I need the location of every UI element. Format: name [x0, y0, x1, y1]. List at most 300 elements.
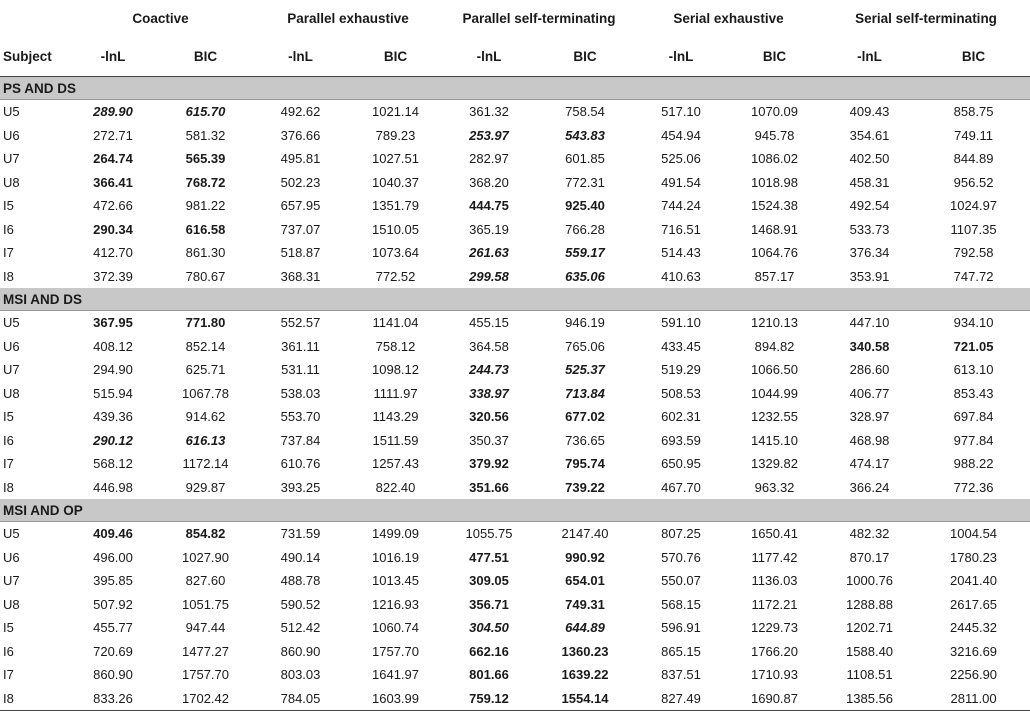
lnl-cell: 1000.76 — [846, 573, 894, 589]
bic-cell: 861.30 — [185, 245, 226, 261]
bic-cell: 934.10 — [953, 315, 994, 331]
lnl-cell: 731.59 — [280, 526, 321, 542]
table-row — [0, 593, 1030, 617]
lnl-cell: 410.63 — [661, 268, 701, 284]
lnl-cell: 261.63 — [469, 245, 509, 261]
bic-cell: 1070.09 — [751, 104, 799, 120]
lnl-cell: 467.70 — [661, 479, 701, 495]
bic-cell: 765.06 — [565, 338, 605, 354]
lnl-cell: 870.17 — [849, 549, 890, 565]
subject-cell: I8 — [0, 687, 68, 711]
lnl-cell: 458.31 — [849, 174, 890, 190]
bic-cell: 857.17 — [754, 268, 795, 284]
bic-cell: 697.84 — [953, 409, 994, 425]
lnl-cell: 482.32 — [849, 526, 890, 542]
bic-cell: 1040.37 — [372, 174, 419, 190]
subject-cell: U6 — [3, 127, 20, 143]
bic-cell: 713.84 — [565, 385, 605, 401]
lnl-cell: 395.85 — [93, 573, 133, 589]
bic-cell: 1639.22 — [561, 667, 609, 683]
bic-column-header: BIC — [535, 37, 635, 77]
lnl-cell: 364.58 — [469, 338, 509, 354]
lnl-cell: 433.45 — [661, 338, 701, 354]
table-row — [0, 476, 1030, 500]
bic-cell: 988.22 — [953, 456, 994, 472]
lnl-cell: 837.51 — [661, 667, 701, 683]
lnl-cell: 507.92 — [93, 596, 133, 612]
lnl-cell: 784.05 — [253, 687, 348, 711]
lnl-cell: 502.23 — [280, 174, 321, 190]
bic-column-header: BIC — [727, 37, 822, 77]
lnl-cell: 531.11 — [281, 362, 320, 378]
bic-cell: 1757.70 — [372, 643, 419, 659]
subject-cell: U6 — [3, 549, 20, 565]
bic-cell: 1702.42 — [158, 687, 253, 711]
subject-cell: U6 — [3, 338, 20, 354]
bic-cell: 1172.21 — [751, 596, 798, 612]
lnl-cell: 353.91 — [849, 268, 890, 284]
lnl-cell: 1288.88 — [846, 596, 894, 612]
lnl-cell: 253.97 — [469, 127, 509, 143]
bic-cell: 3216.69 — [950, 643, 998, 659]
bic-cell: 1086.02 — [751, 151, 799, 167]
lnl-cell: 737.84 — [280, 432, 321, 448]
bic-cell: 736.65 — [565, 432, 605, 448]
bic-cell: 853.43 — [953, 385, 994, 401]
table-row — [0, 194, 1030, 218]
bic-cell: 525.37 — [565, 362, 605, 378]
bic-cell: 977.84 — [953, 432, 994, 448]
bic-cell: 1499.09 — [372, 526, 419, 542]
model-header-serial-self-terminating: Serial self-terminating — [855, 11, 997, 26]
table-row — [0, 241, 1030, 265]
lnl-cell: 361.11 — [281, 338, 320, 354]
bic-cell: 739.22 — [565, 479, 605, 495]
lnl-cell: 444.75 — [469, 198, 509, 214]
lnl-column-header: -lnL — [253, 37, 348, 77]
lnl-cell: 1202.71 — [846, 620, 894, 636]
lnl-cell: 402.50 — [849, 151, 890, 167]
table-row — [0, 218, 1030, 242]
lnl-cell: 367.95 — [93, 315, 133, 331]
bic-cell: 613.10 — [953, 362, 994, 378]
lnl-cell: 518.87 — [280, 245, 321, 261]
lnl-cell: 409.46 — [93, 526, 133, 542]
bic-cell: 1780.23 — [950, 549, 998, 565]
subject-cell: I5 — [3, 198, 14, 214]
lnl-cell: 282.97 — [469, 151, 509, 167]
lnl-cell: 286.60 — [849, 362, 890, 378]
lnl-cell: 570.76 — [661, 549, 701, 565]
bic-cell: 772.36 — [953, 479, 994, 495]
bic-cell: 1229.73 — [751, 620, 799, 636]
table-row — [0, 687, 1030, 711]
lnl-cell: 515.94 — [93, 385, 133, 401]
bic-cell: 914.62 — [185, 409, 226, 425]
lnl-cell: 454.94 — [661, 127, 701, 143]
bic-cell: 1016.19 — [372, 549, 419, 565]
bic-cell: 925.40 — [565, 198, 605, 214]
bic-cell: 1511.59 — [372, 432, 419, 448]
bic-cell: 1018.98 — [751, 174, 799, 190]
section-title: MSI AND DS — [0, 288, 1030, 311]
lnl-cell: 455.77 — [93, 620, 133, 636]
lnl-cell: 366.24 — [849, 479, 890, 495]
bic-cell: 616.13 — [185, 432, 226, 448]
bic-cell: 644.89 — [565, 620, 605, 636]
bic-cell: 747.72 — [953, 268, 994, 284]
bic-cell: 2617.65 — [950, 596, 998, 612]
lnl-cell: 408.12 — [93, 338, 133, 354]
lnl-cell: 406.77 — [849, 385, 890, 401]
lnl-cell: 376.66 — [280, 127, 321, 143]
bic-cell: 822.40 — [375, 479, 416, 495]
bic-cell: 721.05 — [953, 338, 994, 354]
lnl-cell: 309.05 — [469, 573, 509, 589]
bic-cell: 1024.97 — [950, 198, 998, 214]
lnl-cell: 552.57 — [280, 315, 321, 331]
bic-cell: 1216.93 — [372, 596, 419, 612]
bic-cell: 947.44 — [185, 620, 226, 636]
table-row — [0, 358, 1030, 382]
lnl-cell: 340.58 — [849, 338, 890, 354]
lnl-cell: 514.43 — [661, 245, 701, 261]
bic-cell: 1060.74 — [372, 620, 419, 636]
lnl-cell: 244.73 — [469, 362, 509, 378]
lnl-cell: 338.97 — [469, 385, 509, 401]
bic-cell: 2147.40 — [561, 526, 609, 542]
lnl-cell: 491.54 — [661, 174, 701, 190]
bic-cell: 1232.55 — [751, 409, 799, 425]
bic-cell: 1554.14 — [535, 687, 635, 711]
lnl-cell: 409.43 — [849, 104, 890, 120]
lnl-cell: 412.70 — [93, 245, 133, 261]
bic-cell: 1603.99 — [348, 687, 443, 711]
subject-cell: I5 — [3, 620, 14, 636]
lnl-cell: 650.95 — [661, 456, 701, 472]
subject-cell: I6 — [3, 221, 14, 237]
bic-cell: 854.82 — [185, 526, 226, 542]
subject-cell: I8 — [3, 268, 14, 284]
bic-cell: 844.89 — [953, 151, 994, 167]
lnl-cell: 591.10 — [661, 315, 701, 331]
subject-cell: U7 — [3, 573, 20, 589]
header-blank — [0, 0, 68, 37]
subject-cell: I8 — [3, 479, 14, 495]
table-row — [0, 100, 1030, 124]
bic-cell: 852.14 — [185, 338, 226, 354]
bic-cell: 1172.14 — [182, 456, 229, 472]
bic-cell: 946.19 — [565, 315, 605, 331]
bic-cell: 990.92 — [565, 549, 605, 565]
model-header-coactive: Coactive — [132, 11, 189, 26]
lnl-cell: 320.56 — [469, 409, 509, 425]
lnl-cell: 801.66 — [469, 667, 509, 683]
bic-column-header: BIC — [348, 37, 443, 77]
bic-cell: 1468.91 — [751, 221, 799, 237]
bic-cell: 1141.04 — [372, 315, 419, 331]
lnl-cell: 508.53 — [661, 385, 701, 401]
bic-cell: 635.06 — [565, 268, 605, 284]
section-header-row — [0, 499, 1030, 522]
lnl-cell: 350.37 — [469, 432, 509, 448]
bic-cell: 1177.42 — [751, 549, 798, 565]
bic-cell: 1360.23 — [561, 643, 609, 659]
lnl-cell: 455.15 — [469, 315, 509, 331]
bic-cell: 1510.05 — [372, 221, 419, 237]
bic-cell: 1107.35 — [950, 221, 997, 237]
bic-cell: 677.02 — [565, 409, 605, 425]
lnl-cell: 492.62 — [280, 104, 321, 120]
lnl-cell: 474.17 — [849, 456, 890, 472]
bic-cell: 766.28 — [565, 221, 605, 237]
table-row — [0, 147, 1030, 171]
bic-cell: 654.01 — [565, 573, 605, 589]
bic-cell: 1524.38 — [751, 198, 799, 214]
lnl-cell: 492.54 — [849, 198, 890, 214]
model-header-serial-exhaustive: Serial exhaustive — [673, 11, 784, 26]
bic-cell: 929.87 — [185, 479, 226, 495]
lnl-cell: 393.25 — [280, 479, 321, 495]
subject-cell: I6 — [3, 643, 14, 659]
bic-cell: 749.31 — [565, 596, 605, 612]
subject-cell: I6 — [3, 432, 14, 448]
bic-cell: 758.54 — [565, 104, 605, 120]
lnl-column-header: -lnL — [635, 37, 727, 77]
bic-cell: 1027.51 — [372, 151, 419, 167]
lnl-cell: 553.70 — [280, 409, 321, 425]
table-row — [0, 452, 1030, 476]
model-header-parallel-self-terminating: Parallel self-terminating — [462, 11, 616, 26]
bic-cell: 1766.20 — [751, 643, 799, 659]
bic-cell: 1021.14 — [372, 104, 419, 120]
model-header-row — [0, 0, 1030, 37]
lnl-cell: 525.06 — [661, 151, 701, 167]
bic-cell: 795.74 — [565, 456, 605, 472]
bic-cell: 1650.41 — [751, 526, 799, 542]
table-body — [0, 77, 1030, 711]
subject-cell: U5 — [3, 104, 20, 120]
bic-cell: 1044.99 — [751, 385, 799, 401]
section-header-row — [0, 77, 1030, 100]
bic-cell: 1351.79 — [372, 198, 419, 214]
lnl-cell: 860.90 — [280, 643, 321, 659]
lnl-cell: 550.07 — [661, 573, 701, 589]
lnl-cell: 376.34 — [849, 245, 890, 261]
subject-cell: I7 — [3, 245, 14, 261]
lnl-cell: 495.81 — [280, 151, 321, 167]
lnl-cell: 759.12 — [443, 687, 535, 711]
lnl-cell: 328.97 — [849, 409, 890, 425]
table-row — [0, 569, 1030, 593]
bic-cell: 768.72 — [185, 174, 226, 190]
table-row — [0, 429, 1030, 453]
bic-cell: 1066.50 — [751, 362, 799, 378]
lnl-cell: 368.20 — [469, 174, 509, 190]
bic-cell: 616.58 — [185, 221, 226, 237]
subject-cell: U5 — [3, 315, 20, 331]
subject-column-header: Subject — [0, 37, 68, 77]
bic-cell: 956.52 — [953, 174, 994, 190]
section-title: PS AND DS — [0, 77, 1030, 100]
lnl-cell: 1385.56 — [822, 687, 917, 711]
table-row — [0, 171, 1030, 195]
bic-cell: 565.39 — [185, 151, 226, 167]
bic-cell: 543.83 — [565, 127, 605, 143]
lnl-column-header: -lnL — [822, 37, 917, 77]
table-row — [0, 546, 1030, 570]
lnl-cell: 439.36 — [93, 409, 133, 425]
lnl-cell: 860.90 — [93, 667, 133, 683]
lnl-cell: 372.39 — [93, 268, 133, 284]
lnl-cell: 361.32 — [469, 104, 509, 120]
bic-cell: 1690.87 — [727, 687, 822, 711]
lnl-cell: 568.15 — [661, 596, 701, 612]
subject-cell: U5 — [3, 526, 20, 542]
lnl-cell: 602.31 — [661, 409, 701, 425]
bic-cell: 581.32 — [185, 127, 226, 143]
lnl-cell: 289.90 — [93, 104, 133, 120]
bic-cell: 758.12 — [375, 338, 416, 354]
lnl-cell: 1108.51 — [846, 667, 893, 683]
lnl-cell: 720.69 — [93, 643, 133, 659]
bic-cell: 1067.78 — [182, 385, 229, 401]
subject-cell: I7 — [3, 456, 14, 472]
lnl-cell: 472.66 — [93, 198, 133, 214]
subject-cell: U8 — [3, 385, 20, 401]
lnl-cell: 662.16 — [469, 643, 509, 659]
lnl-cell: 803.03 — [280, 667, 321, 683]
lnl-cell: 490.14 — [280, 549, 321, 565]
lnl-cell: 610.76 — [280, 456, 321, 472]
bic-cell: 1064.76 — [751, 245, 799, 261]
table-row — [0, 265, 1030, 289]
lnl-cell: 827.49 — [635, 687, 727, 711]
lnl-cell: 833.26 — [68, 687, 158, 711]
lnl-cell: 716.51 — [661, 221, 701, 237]
bic-cell: 1210.13 — [751, 315, 799, 331]
table-row — [0, 522, 1030, 546]
bic-cell: 1027.90 — [182, 549, 229, 565]
bic-cell: 2041.40 — [950, 573, 998, 589]
lnl-cell: 533.73 — [849, 221, 890, 237]
lnl-cell: 1588.40 — [846, 643, 894, 659]
lnl-cell: 304.50 — [469, 620, 509, 636]
bic-cell: 625.71 — [185, 362, 226, 378]
lnl-cell: 596.91 — [661, 620, 701, 636]
bic-cell: 945.78 — [754, 127, 795, 143]
bic-cell: 615.70 — [185, 104, 226, 120]
bic-cell: 601.85 — [565, 151, 605, 167]
lnl-column-header: -lnL — [68, 37, 158, 77]
table-row — [0, 311, 1030, 335]
bic-column-header: BIC — [158, 37, 253, 77]
subject-cell: I5 — [3, 409, 14, 425]
bic-cell: 749.11 — [954, 127, 993, 143]
table-row — [0, 124, 1030, 148]
bic-cell: 2445.32 — [950, 620, 998, 636]
table-row — [0, 640, 1030, 664]
table-row — [0, 616, 1030, 640]
lnl-cell: 294.90 — [93, 362, 133, 378]
lnl-cell: 517.10 — [661, 104, 701, 120]
bic-cell: 981.22 — [185, 198, 226, 214]
table-row — [0, 382, 1030, 406]
lnl-cell: 1055.75 — [465, 526, 513, 542]
bic-cell: 1757.70 — [182, 667, 229, 683]
lnl-cell: 264.74 — [93, 151, 133, 167]
bic-cell: 1013.45 — [372, 573, 419, 589]
bic-cell: 789.23 — [375, 127, 416, 143]
lnl-cell: 356.71 — [469, 596, 509, 612]
bic-cell: 1111.97 — [373, 385, 418, 401]
subject-cell: U7 — [3, 362, 20, 378]
lnl-cell: 290.12 — [93, 432, 133, 448]
subject-cell: I7 — [3, 667, 14, 683]
lnl-cell: 368.31 — [280, 268, 321, 284]
bic-cell: 1710.93 — [751, 667, 799, 683]
subject-cell: U7 — [3, 151, 20, 167]
lnl-cell: 365.19 — [469, 221, 509, 237]
lnl-cell: 477.51 — [469, 549, 509, 565]
bic-cell: 2811.00 — [917, 687, 1030, 711]
bic-cell: 963.32 — [754, 479, 795, 495]
bic-cell: 1136.03 — [751, 573, 798, 589]
table-row — [0, 663, 1030, 687]
lnl-cell: 379.92 — [469, 456, 509, 472]
bic-cell: 1257.43 — [372, 456, 419, 472]
lnl-cell: 519.29 — [661, 362, 701, 378]
bic-cell: 792.58 — [953, 245, 994, 261]
subject-cell: U8 — [3, 596, 20, 612]
bic-cell: 772.31 — [565, 174, 605, 190]
lnl-cell: 538.03 — [280, 385, 321, 401]
lnl-column-header: -lnL — [443, 37, 535, 77]
lnl-cell: 512.42 — [280, 620, 321, 636]
bic-cell: 894.82 — [754, 338, 795, 354]
bic-cell: 772.52 — [375, 268, 416, 284]
lnl-cell: 590.52 — [280, 596, 321, 612]
table-row — [0, 335, 1030, 359]
subject-cell: U8 — [3, 174, 20, 190]
bic-cell: 1143.29 — [372, 409, 419, 425]
section-title: MSI AND OP — [0, 499, 1030, 522]
bic-cell: 1051.75 — [182, 596, 229, 612]
lnl-cell: 446.98 — [93, 479, 133, 495]
lnl-cell: 354.61 — [849, 127, 890, 143]
table-row — [0, 405, 1030, 429]
bic-cell: 1329.82 — [751, 456, 799, 472]
lnl-cell: 744.24 — [661, 198, 701, 214]
lnl-cell: 366.41 — [93, 174, 133, 190]
lnl-cell: 865.15 — [661, 643, 701, 659]
lnl-cell: 568.12 — [93, 456, 133, 472]
lnl-cell: 290.34 — [93, 221, 133, 237]
bic-cell: 780.67 — [185, 268, 226, 284]
bic-cell: 1641.97 — [372, 667, 419, 683]
bic-cell: 1477.27 — [182, 643, 229, 659]
lnl-cell: 693.59 — [661, 432, 701, 448]
lnl-cell: 299.58 — [469, 268, 509, 284]
bic-cell: 1073.64 — [372, 245, 419, 261]
bic-cell: 1415.10 — [751, 432, 799, 448]
lnl-cell: 272.71 — [93, 127, 133, 143]
lnl-cell: 447.10 — [849, 315, 890, 331]
bic-column-header: BIC — [917, 37, 1030, 77]
lnl-cell: 468.98 — [849, 432, 890, 448]
lnl-cell: 488.78 — [280, 573, 321, 589]
bic-cell: 2256.90 — [950, 667, 998, 683]
